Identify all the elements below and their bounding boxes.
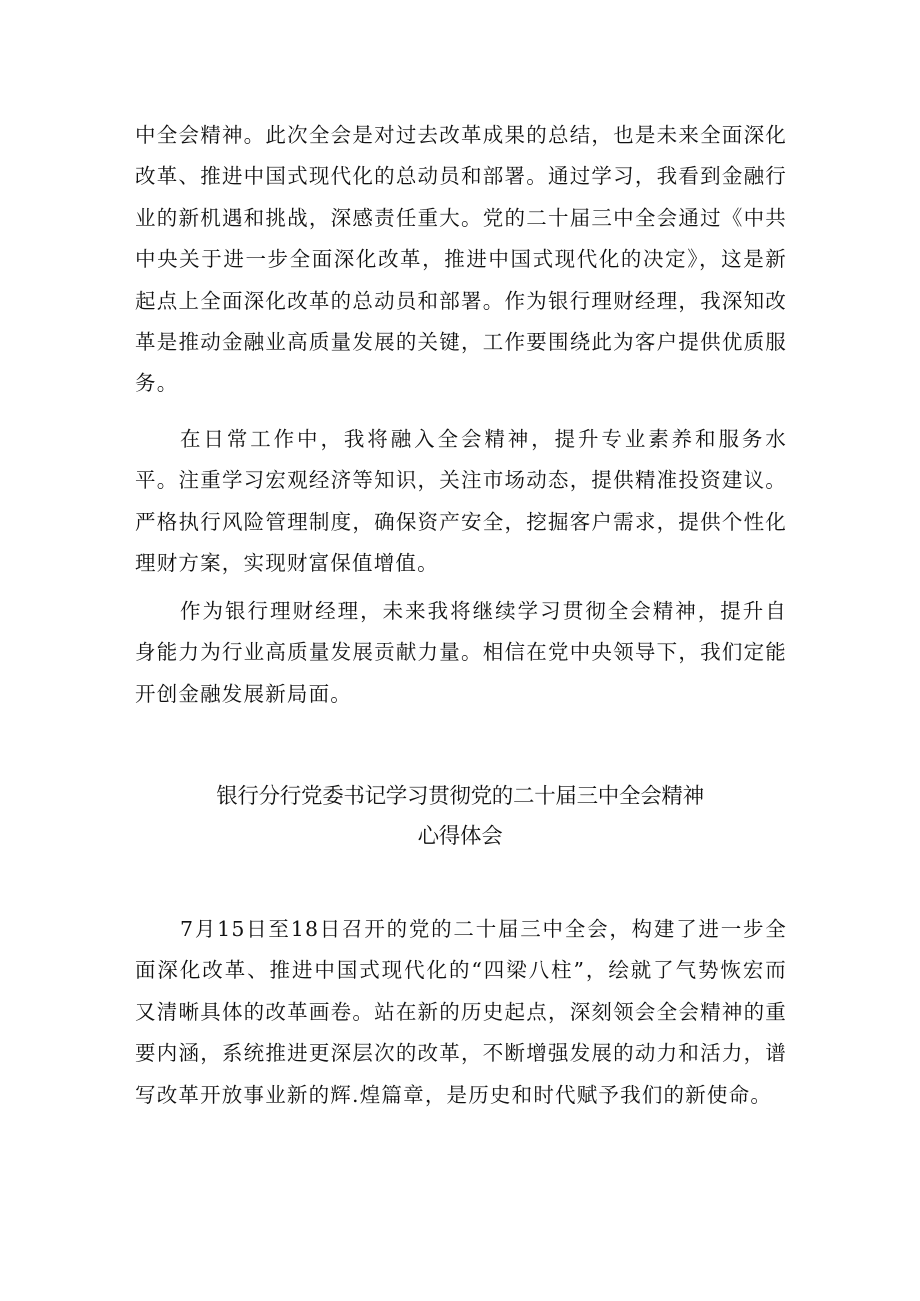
section-title-line-2: 心得体会 bbox=[417, 824, 503, 849]
body-paragraph-1: 中全会精神。此次全会是对过去改革成果的总结，也是未来全面深化改革、推进中国式现代化的总动员和部署。通过学习，我看到金融行业的新机遇和挑战，深感责任重大。党的二十届三中全会通过《中共中央关于进一步全面深化改革，推进中国式现代化的决定》，这是新起点上全面深化改革的总动员和部署。作为银行理财经理，我深知改革是推动金融业高质量发展的关键，工作要围绕此为客户提供优质服务。 bbox=[135, 123, 787, 396]
body-paragraph-3: 作为银行理财经理，未来我将继续学习贯彻全会精神，提升自身能力为行业高质量发展贡献力量。相信在党中央领导下，我们定能开创金融发展新局面。 bbox=[135, 599, 787, 706]
section-title-line-1: 银行分行党委书记学习贯彻党的二十届三中全会精神 bbox=[216, 784, 704, 809]
section-body-paragraph: 7月15日至18日召开的党的二十届三中全会，构建了进一步全面深化改革、推进中国式现代化的“四梁八柱”，绘就了气势恢宏而又清晰具体的改革画卷。站在新的历史起点，深刻领会全会精神的重要内涵，系统推进更深层次的改革，不断增强发展的动力和活力，谱写改革开放事业新的辉.煌篇章，是历史和时代赋予我们的新使命。 bbox=[135, 917, 787, 1107]
body-paragraph-2: 在日常工作中，我将融入全会精神，提升专业素养和服务水平。注重学习宏观经济等知识，关注市场动态，提供精准投资建议。严格执行风险管理制度，确保资产安全，挖掘客户需求，提供个性化理财方案，实现财富保值增值。 bbox=[135, 427, 787, 576]
